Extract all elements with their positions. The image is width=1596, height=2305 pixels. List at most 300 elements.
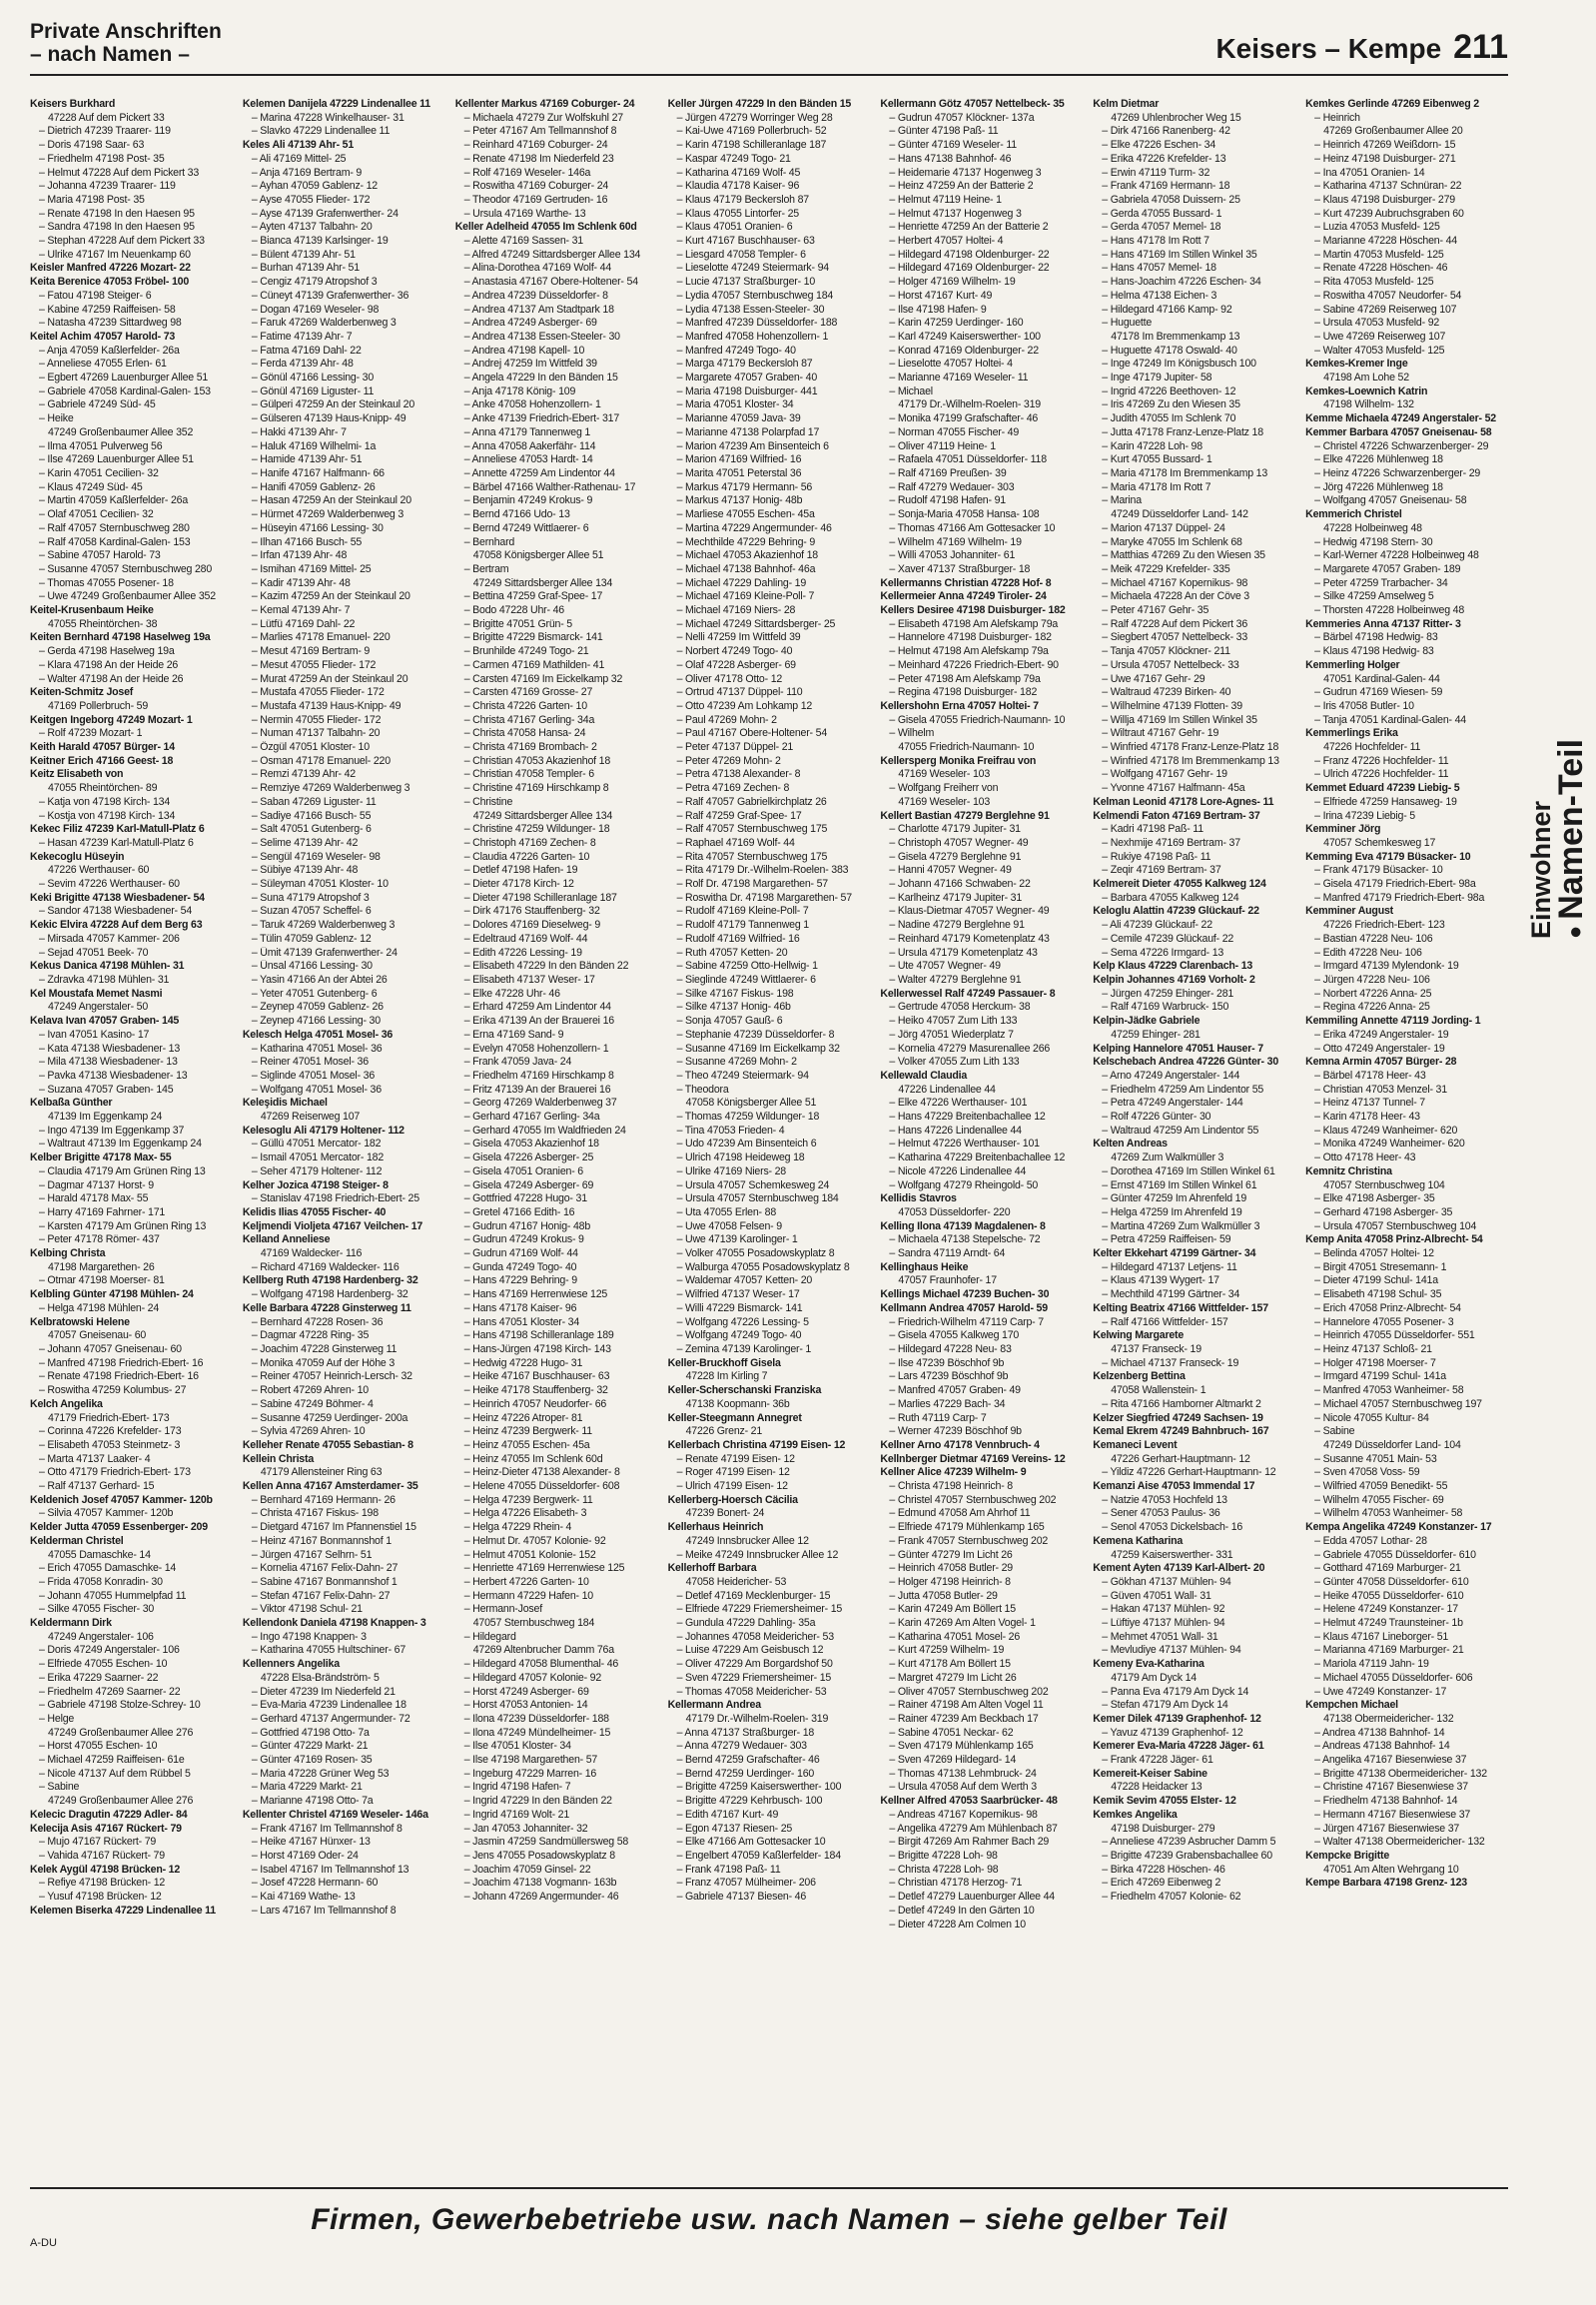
directory-entry: – Seher 47179 Holtener- 112 (251, 1164, 383, 1177)
directory-entry: – Christian 47053 Menzel- 31 (1314, 1083, 1447, 1096)
directory-entry: – Johannes 47058 Meidericher- 53 (676, 1630, 834, 1643)
directory-entry: – Hans 47198 Schilleranlage 189 (463, 1329, 614, 1342)
directory-entry: – Heike 47178 Stauffenberg- 32 (463, 1384, 608, 1397)
directory-entry: – Martin 47053 Musfeld- 125 (1314, 248, 1444, 261)
directory-entry: 47169 Weseler- 103 (898, 768, 991, 781)
directory-entry: – Ralf 47279 Wedauer- 303 (889, 480, 1015, 493)
directory-entry: 47058 Königsberger Allee 51 (472, 549, 604, 562)
directory-entry: – Marianne 47138 Polarpfad 17 (676, 425, 820, 438)
directory-entry: – Irmgard 47199 Schul- 141a (1314, 1370, 1446, 1383)
surname-entry: Kelzer Siegfried 47249 Sachsen- 19 (1093, 1411, 1263, 1424)
directory-entry: – Sejad 47051 Beek- 70 (39, 946, 149, 959)
directory-entry: – Dieter 47199 Schul- 141a (1314, 1274, 1438, 1287)
surname-entry: Kelping Hannelore 47051 Hauser- 7 (1093, 1042, 1263, 1055)
surname-entry: Kelemen Biserka 47229 Lindenallee 11 (30, 1904, 216, 1917)
directory-entry: – Carmen 47169 Mathilden- 41 (463, 658, 605, 671)
directory-entry: – Günter 47169 Rosen- 35 (251, 1754, 373, 1767)
surname-entry: Kemnitz Christina (1305, 1164, 1392, 1177)
directory-entry: – Ilse 47269 Lauenburger Allee 51 (39, 453, 194, 466)
directory-entry: – Silke 47259 Amselweg 5 (1314, 590, 1434, 603)
directory-entry: – Wilhelm 47053 Wanheimer- 58 (1314, 1507, 1463, 1520)
surname-entry: Kel Moustafa Memet Nasmi (30, 987, 163, 1000)
directory-entry: – Otto 47239 Am Lohkamp 12 (676, 699, 813, 712)
directory-entry: – Katharina 47055 Hultschiner- 67 (251, 1644, 406, 1657)
directory-entry: – Helga 47229 Rhein- 4 (463, 1521, 572, 1534)
directory-entry: – Hannelore 47198 Duisburger- 182 (889, 631, 1052, 644)
directory-entry: – Gerhard 47055 Im Waldfrieden 24 (463, 1124, 626, 1137)
directory-entry: – Heinz 47226 Atroper- 81 (463, 1411, 583, 1424)
directory-entry: – Christine 47169 Hirschkamp 8 (463, 782, 609, 795)
directory-entry: – Iris 47269 Zu den Wiesen 35 (1102, 398, 1240, 411)
directory-entry: – Katharina 47169 Wolf- 45 (676, 166, 801, 179)
directory-entry: – Ilse 47051 Kloster- 34 (463, 1740, 571, 1753)
directory-entry: – Kurt 47178 Am Böllert 15 (889, 1658, 1011, 1671)
directory-entry: 47269 Altenbrucher Damm 76a (472, 1644, 614, 1657)
directory-entry: – Olaf 47228 Asberger- 69 (676, 658, 796, 671)
directory-entry: – Kazim 47259 An der Steinkaul 20 (251, 590, 410, 603)
directory-entry: – Brigitte 47228 Loh- 98 (889, 1850, 998, 1862)
directory-entry: – Karin 47228 Loh- 98 (1102, 439, 1202, 452)
directory-entry: – Elke 47166 Am Gottesacker 10 (676, 1836, 826, 1849)
directory-entry: – Georg 47269 Walderbenweg 37 (463, 1097, 617, 1110)
directory-entry: – Mesut 47055 Flieder- 172 (251, 658, 377, 671)
directory-entry: 47259 Ehinger- 281 (1111, 1028, 1200, 1041)
directory-entry: – Andrea 47138 Bahnhof- 14 (1314, 1726, 1445, 1739)
directory-entry: – Isabel 47167 Im Tellmannshof 13 (251, 1863, 409, 1876)
surname-entry: Kellen Anna 47167 Amsterdamer- 35 (242, 1480, 418, 1493)
directory-entry: – Friedhelm 47269 Saarner- 22 (39, 1685, 181, 1698)
directory-entry: – Ismail 47051 Mercator- 182 (251, 1152, 385, 1164)
directory-entry: – Dieter 47239 Im Niederfeld 21 (251, 1685, 396, 1698)
directory-entry: – Ilona 47249 Mündelheimer- 15 (463, 1726, 611, 1739)
directory-entry: – Bastian 47228 Neu- 106 (1314, 932, 1433, 945)
directory-entry: – Reiner 47051 Mosel- 36 (251, 1056, 369, 1069)
directory-entry: – Fatou 47198 Steiger- 6 (39, 289, 152, 302)
directory-entry: – Michaela 47228 An der Cöve 3 (1102, 590, 1249, 603)
surname-entry: Kemena Katharina (1093, 1534, 1184, 1547)
directory-entry: – Sven 47179 Mühlenkamp 165 (889, 1740, 1034, 1753)
directory-entry: – Kurt 47239 Aubruchsgraben 60 (1314, 207, 1464, 220)
surname-entry: Kelling Ilona 47139 Magdalenen- 8 (880, 1219, 1046, 1232)
directory-entry: – Rita 47166 Hamborner Altmarkt 2 (1102, 1397, 1261, 1410)
directory-entry: – Joachim 47138 Vogmann- 163b (463, 1877, 617, 1890)
directory-entry: – Erich 47058 Prinz-Albrecht- 54 (1314, 1301, 1461, 1314)
directory-entry: – Martina 47229 Angermunder- 46 (676, 521, 832, 534)
surname-entry: Kelten Andreas (1093, 1138, 1168, 1151)
directory-entry: – Andrea 47137 Am Stadtpark 18 (463, 303, 614, 316)
directory-entry: – Ismihan 47169 Mittel- 25 (251, 562, 372, 575)
directory-entry: – Bianca 47139 Karlsinger- 19 (251, 235, 389, 248)
directory-entry: – Erika 47229 Saarner- 22 (39, 1671, 159, 1684)
directory-entry: – Ingrid 47169 Wolt- 21 (463, 1808, 570, 1821)
surname-entry: Kelle Barbara 47228 Ginsterweg 11 (242, 1301, 411, 1314)
directory-entry: – Paul 47269 Mohn- 2 (676, 713, 777, 726)
directory-entry: – Dagmar 47228 Ring- 35 (251, 1329, 370, 1342)
directory-entry: – Vahida 47167 Rückert- 79 (39, 1850, 165, 1862)
directory-entry: – Christian 47053 Akazienhof 18 (463, 754, 611, 767)
surname-entry: Kellerbach Christina 47199 Eisen- 12 (667, 1438, 846, 1451)
surname-entry: Kempchen Michael (1305, 1699, 1398, 1712)
surname-entry: Keiten-Schmitz Josef (30, 686, 134, 699)
directory-entry: – Gudrun 47169 Wolf- 44 (463, 1247, 578, 1260)
directory-entry: – Gisela 47055 Kalkweg 170 (889, 1329, 1020, 1342)
surname-entry: Kelher Jozica 47198 Steiger- 8 (242, 1178, 389, 1191)
directory-entry: – Suna 47179 Atropshof 3 (251, 891, 370, 904)
directory-entry: – Yeter 47051 Gutenberg- 6 (251, 987, 378, 1000)
surname-entry: Kelch Angelika (30, 1397, 103, 1410)
directory-entry: – Hans 47229 Behring- 9 (463, 1274, 577, 1287)
directory-entry: – Klaus 47055 Lintorfer- 25 (676, 207, 799, 220)
directory-entry: – Helga 47198 Mühlen- 24 (39, 1301, 160, 1314)
directory-entry: – Heinz-Dieter 47138 Alexander- 8 (463, 1466, 620, 1479)
directory-entry: – Kabine 47259 Raiffeisen- 58 (39, 303, 176, 316)
directory-entry: – Petra 47138 Alexander- 8 (676, 768, 801, 781)
surname-entry: Keloglu Alattin 47239 Glückauf- 22 (1093, 905, 1259, 918)
directory-entry: – Ruth 47119 Carp- 7 (889, 1411, 987, 1424)
directory-entry: 47259 Kaiserswerther- 331 (1111, 1548, 1233, 1561)
directory-entry: – Roger 47199 Eisen- 12 (676, 1466, 790, 1479)
directory-entry: – Sandra 47198 In den Haesen 95 (39, 221, 195, 234)
directory-entry: – Renate 47199 Eisen- 12 (676, 1452, 795, 1465)
directory-entry: – Christa 47228 Loh- 98 (889, 1863, 999, 1876)
directory-entry: – Hans 47178 Im Rott 7 (1102, 235, 1209, 248)
surname-entry: Keitner Erich 47166 Geest- 18 (30, 754, 174, 767)
directory-entry: – Harald 47178 Max- 55 (39, 1192, 149, 1205)
surname-entry: Kelter Ekkehart 47199 Gärtner- 34 (1093, 1247, 1256, 1260)
directory-entry: – Waltraud 47259 Am Lindentor 55 (1102, 1124, 1259, 1137)
directory-entry: – Manfred 47198 Friedrich-Ebert- 16 (39, 1356, 204, 1369)
directory-entry: – Peter 47178 Römer- 437 (39, 1233, 160, 1246)
surname-entry: Kellein Christa (242, 1452, 315, 1465)
directory-entry: 47249 Großenbaumer Allee 276 (48, 1726, 194, 1739)
directory-entry: – Edda 47057 Lothar- 28 (1314, 1534, 1427, 1547)
directory-entry: – Thomas 47055 Posener- 18 (39, 576, 174, 589)
directory-entry: – Michaela 47279 Zur Wolfskuhl 27 (463, 111, 623, 124)
directory-entry: – Kadir 47139 Ahr- 48 (251, 576, 351, 589)
surname-entry: Kellerberg-Hoersch Cäcilia (667, 1493, 798, 1506)
surname-entry: Kellermann Götz 47057 Nettelbeck- 35 (880, 98, 1065, 110)
directory-entry: – Siglinde 47051 Mosel- 36 (251, 1069, 376, 1082)
surname-entry: Kemmer Barbara 47057 Gneisenau- 58 (1305, 425, 1492, 438)
directory-entry: 47249 Angerstaler- 106 (48, 1630, 154, 1643)
directory-entry: – Hermann-Josef (463, 1603, 542, 1616)
directory-entry: – Dogan 47169 Weseler- 98 (251, 303, 380, 316)
directory-entry: – Katharina 47137 Schnüran- 22 (1314, 180, 1462, 193)
directory-entry: – Kurt 47167 Buschhauser- 63 (676, 235, 815, 248)
surname-entry: Kelbling Günter 47198 Mühlen- 24 (30, 1288, 194, 1301)
directory-entry: – Luise 47229 Am Geisbusch 12 (676, 1644, 824, 1657)
directory-entry: – Bertram (463, 562, 509, 575)
surname-entry: Keitel Achim 47057 Harold- 73 (30, 330, 176, 343)
directory-entry: – Christa 47167 Fiskus- 198 (251, 1507, 379, 1520)
directory-entry: – Wilhelm 47055 Fischer- 69 (1314, 1493, 1444, 1506)
directory-entry: – Mehmet 47051 Wall- 31 (1102, 1630, 1218, 1643)
directory-entry: 47228 Auf dem Pickert 33 (48, 111, 165, 124)
directory-entry: – Winfried 47178 Franz-Lenze-Platz 18 (1102, 741, 1279, 754)
directory-entry: – Kornelia 47167 Felix-Dahn- 27 (251, 1562, 399, 1575)
directory-entry: – Sieglinde 47249 Wittlaerer- 6 (676, 974, 816, 986)
directory-entry: – Peter 47259 Trarbacher- 34 (1314, 576, 1448, 589)
directory-entry: – Marianne 47169 Weseler- 11 (889, 372, 1029, 384)
directory-entry: – Ralf 47259 Graf-Spee- 17 (676, 809, 802, 822)
directory-entry: – Angela 47229 In den Bänden 15 (463, 372, 618, 384)
directory-entry: – Sven 47269 Hildegard- 14 (889, 1754, 1017, 1767)
directory-entry: – Gökhan 47137 Mühlen- 94 (1102, 1575, 1231, 1588)
directory-entry: – Christian 47178 Herzog- 71 (889, 1877, 1023, 1890)
directory-entry: – Marlies 47229 Bach- 34 (889, 1397, 1006, 1410)
directory-entry: – Olaf 47051 Cecilien- 32 (39, 508, 154, 521)
surname-entry: Kemkes Angelika (1093, 1808, 1178, 1821)
directory-entry: – Gisela 47055 Friedrich-Naumann- 10 (889, 713, 1066, 726)
directory-entry: – Gerda 47057 Memel- 18 (1102, 221, 1221, 234)
directory-entry: – Uwe 47167 Gehr- 29 (1102, 672, 1205, 685)
directory-entry: – Heinrich 47057 Neudorfer- 66 (463, 1397, 607, 1410)
directory-entry: – Engelbert 47059 Kaßlerfelder- 184 (676, 1850, 841, 1862)
directory-entry: – Anastasia 47167 Obere-Holtener- 54 (463, 276, 638, 289)
directory-entry: – Suzana 47057 Graben- 145 (39, 1083, 174, 1096)
directory-entry: – Marita 47051 Peterstal 36 (676, 466, 802, 479)
directory-entry: – Lucie 47137 Straßburger- 10 (676, 276, 816, 289)
directory-entry: – Gerhard 47198 Asberger- 35 (1314, 1205, 1453, 1218)
directory-entry: – Anna 47279 Wedauer- 303 (676, 1740, 807, 1753)
directory-entry: – Dietgard 47167 Im Pfannenstiel 15 (251, 1521, 416, 1534)
directory-entry: – Zdravka 47198 Mühlen- 31 (39, 974, 170, 986)
directory-entry: – Hasan 47239 Karl-Matull-Platz 6 (39, 836, 194, 849)
surname-entry: Kelek Aygül 47198 Brücken- 12 (30, 1863, 181, 1876)
directory-entry: 47198 Margarethen- 26 (48, 1260, 155, 1273)
directory-entry: – Ali 47239 Glückauf- 22 (1102, 919, 1212, 932)
directory-entry: – Birka 47228 Höschen- 46 (1102, 1863, 1225, 1876)
footer-banner: Firmen, Gewerbebetriebe usw. nach Namen – siehe gelber Teil (311, 2203, 1227, 2236)
directory-entry: – Michaela 47138 Stepelsche- 72 (889, 1233, 1041, 1246)
directory-entry: – Natasha 47239 Sittardweg 98 (39, 317, 182, 330)
directory-entry: – Rudolf 47169 Kleine-Poll- 7 (676, 905, 809, 918)
surname-entry: Kelecija Asis 47167 Rückert- 79 (30, 1822, 182, 1835)
directory-entry: – Mechthilde 47229 Behring- 9 (676, 535, 816, 548)
directory-entry: – Edmund 47058 Am Ahrhof 11 (889, 1507, 1031, 1520)
directory-entry: – Faruk 47269 Walderbenweg 3 (251, 317, 397, 330)
directory-entry: – Christine 47259 Wildunger- 18 (463, 823, 610, 836)
directory-entry: – Andrea 47198 Kapell- 10 (463, 344, 585, 357)
directory-entry: – Jens 47055 Posadowskyplatz 8 (463, 1850, 615, 1862)
surname-entry: Keiten Bernhard 47198 Haselweg 19a (30, 631, 211, 644)
surname-entry: Kekec Filiz 47239 Karl-Matull-Platz 6 (30, 823, 205, 836)
directory-entry: – Jürgen 47259 Ehinger- 281 (1102, 987, 1234, 1000)
directory-entry: – Jan 47053 Johanniter- 32 (463, 1822, 588, 1835)
directory-entry: – Sabine 47259 Otto-Hellwig- 1 (676, 960, 818, 973)
directory-entry: – Anneliese 47239 Asbrucher Damm 5 (1102, 1836, 1276, 1849)
directory-entry: – Henriette 47259 An der Batterie 2 (889, 221, 1049, 234)
directory-entry: – Roswitha 47057 Neudorfer- 54 (1314, 289, 1462, 302)
directory-entry: – Thomas 47166 Am Gottesacker 10 (889, 521, 1056, 534)
directory-entry: – Johann 47057 Gneisenau- 60 (39, 1342, 182, 1355)
directory-entry: – Horst 47055 Eschen- 10 (39, 1740, 158, 1753)
surname-entry: Kelland Anneliese (242, 1233, 331, 1246)
directory-entry: 47178 Im Bremmenkamp 13 (1111, 330, 1240, 343)
directory-entry: – Marina (1102, 494, 1142, 507)
directory-entry: – Helma 47138 Eichen- 3 (1102, 289, 1217, 302)
directory-entry: – Karin 47051 Cecilien- 32 (39, 466, 159, 479)
directory-entry: – Helga 47259 Im Ahrenfeld 19 (1102, 1205, 1242, 1218)
surname-entry: Kellner Alice 47239 Wilhelm- 9 (880, 1466, 1027, 1479)
directory-entry: – Sven 47058 Voss- 59 (1314, 1466, 1420, 1479)
directory-entry: – Edith 47226 Lessing- 19 (463, 946, 582, 959)
directory-entry: – Waltraut 47139 Im Eggenkamp 24 (39, 1138, 202, 1151)
directory-entry: – Hans 47229 Breitenbachallee 12 (889, 1111, 1046, 1124)
directory-entry: – Richard 47169 Waldecker- 116 (251, 1260, 399, 1273)
directory-entry: 47051 Am Alten Wehrgang 10 (1323, 1863, 1459, 1876)
directory-entry: – Ortrud 47137 Düppel- 110 (676, 686, 803, 699)
directory-entry: – Herbert 47226 Garten- 10 (463, 1575, 589, 1588)
surname-entry: Kellner Alfred 47053 Saarbrücker- 48 (880, 1795, 1058, 1808)
directory-entry: 47249 Großenbaumer Allee 352 (48, 425, 194, 438)
surname-entry: Keller-Bruckhoff Gisela (667, 1356, 781, 1369)
directory-entry: – Ulrich 47226 Hochfelder- 11 (1314, 768, 1449, 781)
directory-entry: – Joachim 47228 Ginsterweg 11 (251, 1342, 398, 1355)
directory-entry: – Regina 47198 Duisburger- 182 (889, 686, 1038, 699)
directory-entry: – Horst 47053 Antonien- 14 (463, 1699, 588, 1712)
directory-entry: – Detlef 47249 In den Gärten 10 (889, 1904, 1035, 1917)
directory-entry: – Gudrun 47249 Krokus- 9 (463, 1233, 584, 1246)
directory-entry: – Klaus 47249 Süd- 45 (39, 480, 143, 493)
directory-entry: – Margarete 47057 Graben- 40 (676, 372, 818, 384)
directory-column (668, 98, 871, 2180)
directory-entry: – Udo 47239 Am Binsenteich 6 (676, 1138, 817, 1151)
directory-entry: – Karin 47198 Schilleranlage 187 (676, 139, 827, 152)
directory-entry: 47249 Sittardsberger Allee 134 (472, 809, 613, 822)
directory-entry: – Karin 47178 Heer- 43 (1314, 1111, 1420, 1124)
directory-entry: – Johann 47269 Angermunder- 46 (463, 1891, 619, 1904)
surname-entry: Kekus Danica 47198 Mühlen- 31 (30, 960, 185, 973)
directory-entry: – Wolfgang 47057 Gneisenau- 58 (1314, 494, 1467, 507)
directory-entry: – Mechthild 47199 Gärtner- 34 (1102, 1288, 1240, 1301)
surname-entry: Kelbing Christa (30, 1247, 106, 1260)
directory-entry: – Nicole 47055 Kultur- 84 (1314, 1411, 1429, 1424)
directory-entry: – Alfred 47249 Sittardsberger Allee 134 (463, 248, 641, 261)
directory-entry: – Hans 47169 Im Stillen Winkel 35 (1102, 248, 1257, 261)
directory-entry: – Paul 47167 Obere-Holtener- 54 (676, 727, 828, 740)
directory-entry: – Ali 47169 Mittel- 25 (251, 152, 347, 165)
directory-entry: – Margarete 47057 Graben- 189 (1314, 562, 1461, 575)
directory-entry: – Joachim 47059 Ginsel- 22 (463, 1863, 591, 1876)
directory-entry: – Elfriede 47229 Friemersheimer- 15 (676, 1603, 843, 1616)
directory-entry: – Frank 47167 Im Tellmannshof 8 (251, 1822, 402, 1835)
directory-entry: – Rudolf 47198 Hafen- 91 (889, 494, 1006, 507)
directory-entry: – Wolfgang 47279 Rheingold- 50 (889, 1178, 1039, 1191)
surname-entry: Kemeny Eva-Katharina (1093, 1658, 1204, 1671)
directory-entry: – Christel 47057 Sternbuschweg 202 (889, 1493, 1057, 1506)
directory-entry: – Helge (39, 1712, 75, 1725)
directory-entry: – Christa 47167 Gerling- 34a (463, 713, 595, 726)
directory-entry: – Gundula 47229 Dahling- 35a (676, 1617, 816, 1630)
directory-entry: – Jutta 47178 Franz-Lenze-Platz 18 (1102, 425, 1263, 438)
surname-entry: Keisler Manfred 47226 Mozart- 22 (30, 262, 191, 275)
directory-column (455, 98, 658, 2180)
directory-entry: – Ayse 47139 Grafenwerther- 24 (251, 207, 399, 220)
directory-entry: – Renate 47198 Friedrich-Ebert- 16 (39, 1370, 199, 1383)
directory-entry: – Erika 47226 Krefelder- 13 (1102, 152, 1226, 165)
directory-entry: – Süleyman 47051 Kloster- 10 (251, 878, 389, 891)
directory-entry: – Marion 47137 Düppel- 24 (1102, 521, 1225, 534)
directory-entry: – Egbert 47269 Lauenburger Allee 51 (39, 372, 209, 384)
directory-entry: – Eva-Maria 47239 Lindenallee 18 (251, 1699, 406, 1712)
directory-entry: – Manfred 47053 Wanheimer- 58 (1314, 1384, 1464, 1397)
directory-entry: – Rita 47179 Dr.-Wilhelm-Roelen- 383 (676, 864, 849, 877)
surname-entry: Kelbratowski Helene (30, 1315, 130, 1328)
surname-entry: Kellewald Claudia (880, 1069, 968, 1082)
directory-entry: – Andrea 47239 Düsseldorfer- 8 (463, 289, 608, 302)
surname-entry: Kellenter Christel 47169 Weseler- 146a (242, 1808, 428, 1821)
directory-entry: – Oliver 47178 Otto- 12 (676, 672, 783, 685)
directory-entry: – Lars 47167 Im Tellmannshof 8 (251, 1904, 397, 1917)
directory-entry: – Hans-Jürgen 47198 Kirch- 143 (463, 1342, 611, 1355)
directory-entry: – Elisabeth 47198 Schul- 35 (1314, 1288, 1442, 1301)
surname-entry: Kemmiling Annette 47119 Jording- 1 (1305, 1015, 1481, 1028)
directory-entry: – Annette 47259 Am Lindentor 44 (463, 466, 615, 479)
directory-entry: – Volker 47055 Zum Lith 133 (889, 1056, 1020, 1069)
section-side-tab (1526, 599, 1590, 939)
surname-entry: Kellendonk Daniela 47198 Knappen- 3 (242, 1617, 426, 1630)
directory-entry: – Ulrike 47169 Niers- 28 (676, 1164, 786, 1177)
directory-entry: – Brigitte 47259 Kaiserswerther- 100 (676, 1781, 842, 1794)
directory-entry: – Gabriele 47137 Biesen- 46 (676, 1891, 807, 1904)
directory-entry: – Michael 47249 Sittardsberger- 25 (676, 617, 836, 630)
directory-entry: – Christoph 47057 Wegner- 49 (889, 836, 1029, 849)
directory-entry: – Jasmin 47259 Sandmüllersweg 58 (463, 1836, 629, 1849)
directory-entry: – Marion 47169 Wilfried- 16 (676, 453, 802, 466)
directory-entry: 47055 Rheintörchen- 38 (48, 617, 158, 630)
surname-entry: Kemmeries Anna 47137 Ritter- 3 (1305, 617, 1461, 630)
surname-entry: Kelesoglu Ali 47179 Holtener- 112 (242, 1124, 404, 1137)
surname-entry: Kellershohn Erna 47057 Holtei- 7 (880, 699, 1039, 712)
directory-entry: 47137 Franseck- 19 (1111, 1342, 1201, 1355)
directory-entry: – Marianne 47198 Otto- 7a (251, 1795, 374, 1808)
directory-entry: – Klaus 47198 Hedwig- 83 (1314, 645, 1434, 658)
directory-entry: – Michael 47137 Franseck- 19 (1102, 1356, 1239, 1369)
directory-entry: – Egon 47137 Riesen- 25 (676, 1822, 793, 1835)
directory-entry: – Renate 47198 Im Niederfeld 23 (463, 152, 614, 165)
surname-entry: Kelbaßa Günther (30, 1097, 113, 1110)
directory-entry: – Ünsal 47166 Lessing- 30 (251, 960, 373, 973)
directory-entry: – Ralf 47057 Sternbuschweg 280 (39, 521, 190, 534)
directory-entry: – Michael 47055 Düsseldorfer- 606 (1314, 1671, 1473, 1684)
directory-entry: – Dirk 47166 Ranenberg- 42 (1102, 125, 1230, 138)
directory-entry: 47057 Sternbuschweg 104 (1323, 1178, 1445, 1191)
directory-entry: – Ralf 47228 Auf dem Pickert 36 (1102, 617, 1248, 630)
directory-entry: – Luzia 47053 Musfeld- 125 (1314, 221, 1440, 234)
directory-entry: – Irina 47239 Liebig- 5 (1314, 809, 1415, 822)
directory-entry: – Uwe 47139 Karolinger- 1 (676, 1233, 798, 1246)
surname-entry: Kelemen Danijela 47229 Lindenallee 11 (242, 98, 430, 110)
directory-entry: – Petra 47249 Angerstaler- 144 (1102, 1097, 1243, 1110)
directory-entry: – Hüseyin 47166 Lessing- 30 (251, 521, 384, 534)
directory-entry: 47169 Pollerbruch- 59 (48, 699, 149, 712)
directory-entry: – Willi 47229 Bismarck- 141 (676, 1301, 803, 1314)
directory-entry: – Peter 47269 Mohn- 2 (676, 754, 781, 767)
directory-entry: – Günter 47058 Düsseldorfer- 610 (1314, 1575, 1469, 1588)
directory-entry: – Christa 47226 Garten- 10 (463, 699, 587, 712)
surname-entry: Keita Berenice 47053 Fröbel- 100 (30, 276, 190, 289)
directory-entry: – Ralf 47057 Gabrielkirchplatz 26 (676, 795, 827, 808)
directory-entry: – Sema 47226 Irmgard- 13 (1102, 946, 1224, 959)
directory-entry: – Henriette 47169 Herrenwiese 125 (463, 1562, 625, 1575)
directory-entry: – Hildegard 47058 Blumenthal- 46 (463, 1658, 619, 1671)
directory-entry: – Ümit 47139 Grafenwerther- 24 (251, 946, 398, 959)
directory-entry: – Gülseren 47139 Haus-Knipp- 49 (251, 412, 406, 425)
directory-entry: – Hildegard 47057 Kolonie- 92 (463, 1671, 602, 1684)
directory-entry: – Cengiz 47179 Atropshof 3 (251, 276, 378, 289)
directory-entry: – Doris 47249 Angerstaler- 106 (39, 1644, 180, 1657)
